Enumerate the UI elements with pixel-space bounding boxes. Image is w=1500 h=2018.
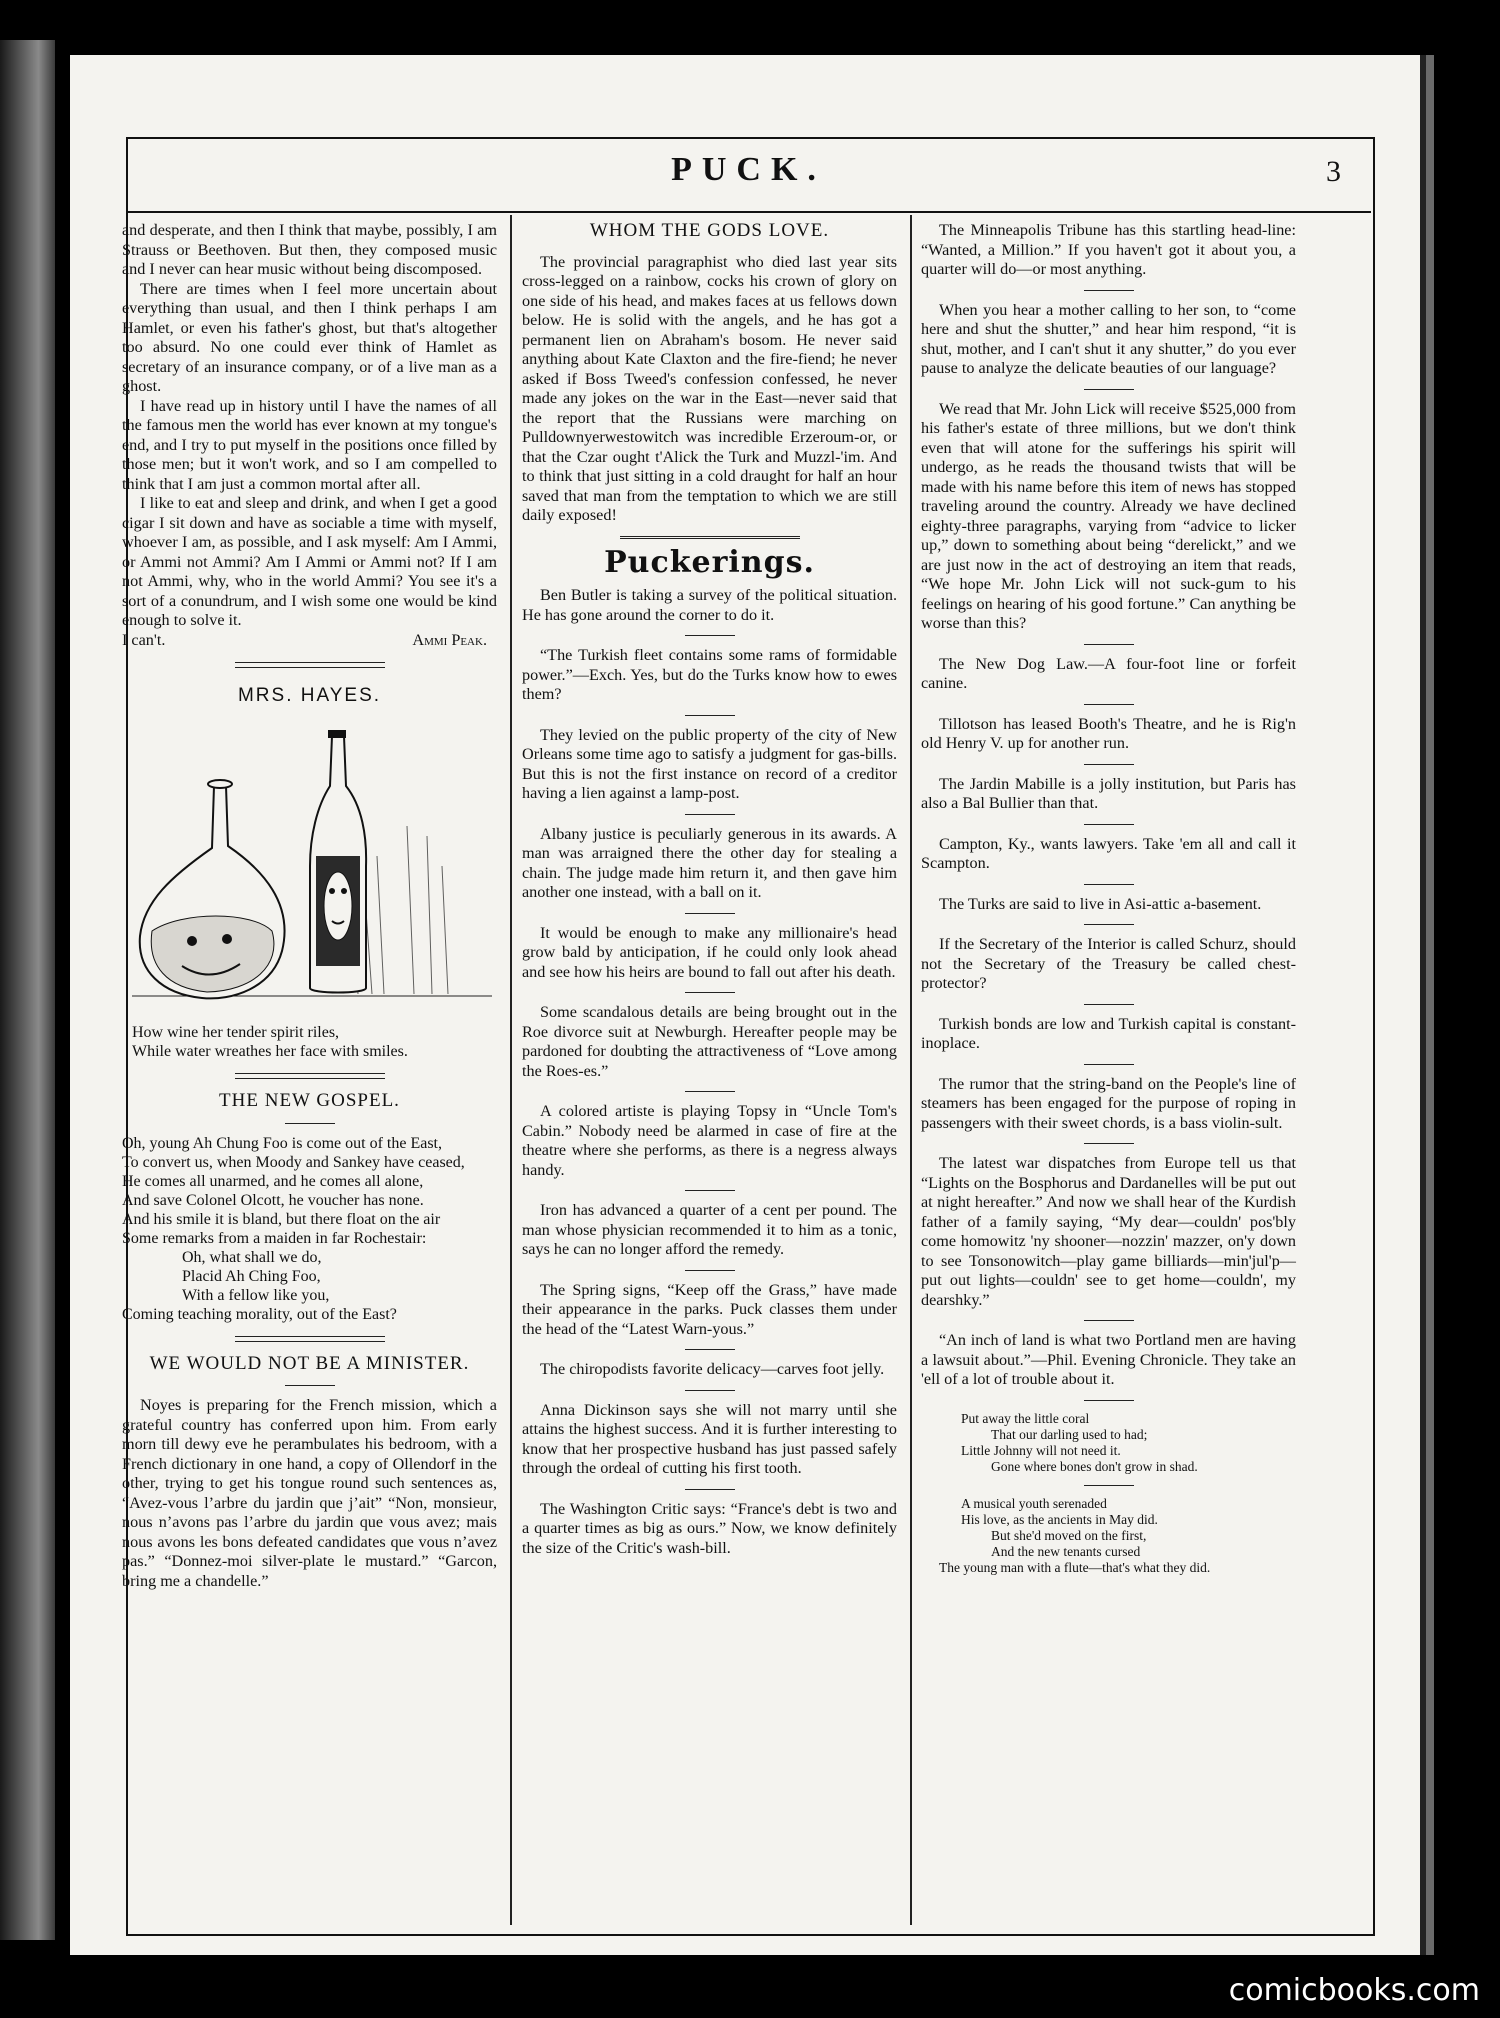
item-divider <box>1084 1004 1134 1005</box>
masthead-rule <box>126 211 1371 213</box>
puckerings-item: Ben Butler is taking a survey of the political situation. He has gone around the corner to do it. <box>522 586 897 624</box>
poem-line: Placid Ah Ching Foo, <box>182 1267 321 1285</box>
item-divider <box>685 1270 735 1271</box>
puckerings-item: They levied on the public property of the city of New Orleans some time ago to satisfy a judgment for gas-bills. But this is not the first instance on record of a creditor having a lien against a lamp-post. <box>522 725 897 802</box>
item-divider <box>685 913 735 914</box>
paragraph-item: The New Dog Law.—A four-foot line or forfeit canine. <box>921 654 1296 692</box>
masthead-title: PUCK. <box>671 151 826 188</box>
paragraph-item: “An inch of land is what two Portland men are having a lawsuit about.”—Phil. Evening Chronicle. They take an 'ell of a lot of trouble about it. <box>921 1331 1296 1388</box>
poem-line: Oh, what shall we do, <box>182 1248 322 1266</box>
puckerings-item: Albany justice is peculiarly generous in its awards. A man was arraigned there the other day for stealing a chain. The judge made him return it, and then gave him another one instead, with a ball on it. <box>522 824 897 901</box>
item-divider <box>685 814 735 815</box>
page-number: 3 <box>1326 155 1341 188</box>
item-divider <box>685 1489 735 1490</box>
item-divider <box>1084 764 1134 765</box>
verse-line: Little Johnny will not need it. <box>961 1442 1121 1458</box>
item-divider <box>1084 290 1134 291</box>
item-divider <box>1084 1485 1134 1486</box>
title-rule <box>285 1385 335 1386</box>
column-1 <box>122 221 497 1921</box>
cartoon-caption <box>122 1023 497 1061</box>
verse-line: A musical youth serenaded <box>961 1495 1107 1511</box>
paragraph-item: If the Secretary of the Interior is called Schurz, should not the Secretary of the Treasury be called chest-protector? <box>921 935 1296 992</box>
puckerings-item: “The Turkish fleet contains some rams of formidable power.”—Exch. Yes, but do the Turks know how to ewes them? <box>522 646 897 703</box>
wine-water-bottles-illustration <box>122 726 497 1008</box>
section-rule <box>620 536 800 539</box>
item-divider <box>1084 644 1134 645</box>
signature-line <box>122 631 497 651</box>
poem-line: And his smile it is bland, but there float on the air <box>122 1210 441 1228</box>
article-title: WE WOULD NOT BE A MINISTER. <box>149 1352 470 1374</box>
puckerings-item: The chiropodists favorite delicacy—carves foot jelly. <box>540 1360 885 1378</box>
article-paragraph: Noyes is preparing for the French mission, which a grateful country has conferred upon him. From early morn till dewy eve he perambulates his bedroom, with a French dictionary in one hand, a copy of Ollendorf in the other, trying to get his tongue round such sentences as, “Avez-vous l’arbre du jardin que j’ait” “Non, monsieur, nous n’avons pas l’arbre du jardin que vous avez; mais nous avons les bons defeated candidates que vous n’avez pas.” “Donnez-moi silver-plate le mustard.” “Garcon, bring me a chandelle.” <box>122 1396 497 1590</box>
puckerings-item: Anna Dickinson says she will not marry until she attains the highest success. And it is further interesting to know that her prospective husband has just passed safely through the ordeal of cutting his first tooth. <box>522 1400 897 1477</box>
paragraph-item: The Turks are said to live in Asi-attic a-basement. <box>939 894 1262 913</box>
column-3 <box>921 221 1296 1921</box>
verse-line: And the new tenants cursed <box>991 1543 1141 1559</box>
article-paragraph: I have read up in history until I have the names of all the famous men the world has ever known at my tongue's end, and I try to put myself in the positions once filled by those men; but it won't work, and so I am compelled to think that I am just a common mortal after all. <box>122 396 497 493</box>
paragraph-item: Turkish bonds are low and Turkish capital is constant-inoplace. <box>921 1014 1296 1052</box>
paragraph-item: Campton, Ky., wants lawyers. Take 'em all and call it Scampton. <box>921 834 1296 872</box>
poem-line: He comes all unarmed, and he comes all alone, <box>122 1172 424 1190</box>
article-title: WHOM THE GODS LOVE. <box>589 220 830 241</box>
paragraph-item: The Jardin Mabille is a jolly institution, but Paris has also a Bal Bullier than that. <box>921 774 1296 812</box>
poem-line: Some remarks from a maiden in far Rochestair: <box>122 1229 427 1247</box>
item-divider <box>1084 1400 1134 1401</box>
poem-line: And save Colonel Olcott, he voucher has none. <box>122 1191 424 1209</box>
puckerings-item: Some scandalous details are being brought out in the Roe divorce suit at Newburgh. Hereafter people may be pardoned for doubting the attractiveness of “Love among the Roes-es.” <box>522 1003 897 1080</box>
caption-line: How wine her tender spirit riles, <box>132 1024 340 1041</box>
caption-line: While water wreathes her face with smiles. <box>132 1043 408 1060</box>
section-rule <box>235 662 385 668</box>
item-divider <box>1084 1143 1134 1144</box>
item-divider <box>685 992 735 993</box>
author-signature: Ammi Peak. <box>412 630 487 649</box>
article-paragraph: I like to eat and sleep and drink, and when I get a good cigar I sit down and have as sociable a time with myself, whoever I am, as possible, and I ask myself: Am I Ammi, or Ammi not Ammi? Am I Ammi or Ammi not? If I am not Ammi, why, who in the world Ammi? You see it's a sort of a conundrum, and I wish some one would be kind enough to solve it. <box>122 494 497 629</box>
item-divider <box>685 635 735 636</box>
article-paragraph: There are times when I feel more uncertain about everything than usual, and then I think perhaps I am Hamlet, or even his father's ghost, but that's altogether too absurd. No one could ever think of Hamlet as secretary of an insurance company, or of a live man as a ghost. <box>122 279 497 395</box>
closing-text: I can't. <box>122 630 166 649</box>
section-rule <box>235 1336 385 1342</box>
new-gospel-poem <box>122 1134 497 1324</box>
newspaper-page <box>70 55 1420 1955</box>
puckerings-item: The Spring signs, “Keep off the Grass,” have made their appearance in the parks. Puck classes them under the head of the “Latest Warn-yous.” <box>522 1280 897 1338</box>
item-divider <box>685 1349 735 1350</box>
puckerings-item: The Washington Critic says: “France's debt is two and a quarter times as big as ours.” Now, we know definitely the size of the Critic's wash-bill. <box>522 1499 897 1557</box>
poem-line: Coming teaching morality, out of the East? <box>122 1305 397 1323</box>
verse-line: But she'd moved on the first, <box>991 1527 1147 1543</box>
column-2 <box>522 221 897 1921</box>
item-divider <box>685 715 735 716</box>
puckerings-heading: Puckerings. <box>604 544 815 580</box>
item-divider <box>1084 1064 1134 1065</box>
poem-title: THE NEW GOSPEL. <box>219 1090 400 1111</box>
verse-serenade <box>921 1496 1296 1576</box>
facing-page-edge <box>0 40 57 1940</box>
verse-line: That our darling used to had; <box>991 1426 1148 1442</box>
poem-line: With a fellow like you, <box>182 1286 330 1304</box>
item-divider <box>1084 389 1134 390</box>
article-paragraph: The provincial paragraphist who died last year sits cross-legged on a rainbow, cocks his crown of glory on one side of his head, and makes faces at us fellows down below. He is solid with the angels, and he has got a permanent lien on Abraham's bosom. He never said anything about Kate Claxton and the fire-fiend; he never asked if Boss Tweed's confession confessed, he never made any jokes on the war in the East—never said that the report that the Russians were marching on Pulldownyerwestowitch was incredible Erzeroum-or, or that the Czar ought t'Alick the Turk and Muzzl-'im. And to think that just sitting in a cold draught for half an hour saved that man from the temptation to which we are still daily exposed! <box>522 252 897 524</box>
masthead <box>126 151 1371 213</box>
paragraph-item: The Minneapolis Tribune has this startling head-line: “Wanted, a Million.” If you haven't got it about you, a quarter will do—or most anything. <box>921 221 1296 278</box>
item-divider <box>685 1190 735 1191</box>
item-divider <box>1084 824 1134 825</box>
puckerings-item: Iron has advanced a quarter of a cent per pound. The man whose physician recommended it to him as a tonic, says he can no longer afford the remedy. <box>522 1201 897 1258</box>
column-divider <box>510 215 512 1925</box>
item-divider <box>685 1091 735 1092</box>
puckerings-item: A colored artiste is playing Topsy in “Uncle Tom's Cabin.” Nobody need be alarmed in case of fire at the theatre where she performs, as there is a negress always handy. <box>522 1102 897 1179</box>
verse-line: Gone where bones don't grow in shad. <box>991 1458 1198 1474</box>
item-divider <box>685 1390 735 1391</box>
puckerings-item: It would be enough to make any millionaire's head grow bald by anticipation, if he could only look ahead and see how his heirs are bound to fall out after his death. <box>522 923 897 981</box>
article-paragraph: and desperate, and then I think that maybe, possibly, I am Strauss or Beethoven. But then, they composed music and I never can hear music without being discomposed. <box>122 221 497 278</box>
verse-coral <box>921 1411 1296 1475</box>
item-divider <box>1084 924 1134 925</box>
verse-line: The young man with a flute—that's what they did. <box>939 1559 1211 1575</box>
poem-line: To convert us, when Moody and Sankey have ceased, <box>122 1153 465 1171</box>
verse-line: Put away the little coral <box>961 1410 1090 1426</box>
verse-line: His love, as the ancients in May did. <box>961 1511 1158 1527</box>
column-divider <box>910 215 912 1925</box>
title-rule <box>285 1123 335 1124</box>
paragraph-item: The rumor that the string-band on the People's line of steamers has been engaged for the purpose of roping in passengers with their sweet chords, is a bass violin-sult. <box>921 1074 1296 1132</box>
site-watermark: comicbooks.com <box>1228 1973 1480 2008</box>
paragraph-item: When you hear a mother calling to her son, to “come here and shut the shutter,” and hear him respond, “it is shut, mother, and I can't shut it any shutter,” do you ever pause to analyze the delicate beauties of our language? <box>921 300 1296 377</box>
item-divider <box>1084 1320 1134 1321</box>
item-divider <box>1084 704 1134 705</box>
paragraph-item: The latest war dispatches from Europe tell us that “Lights on the Bosphorus and Dardanelles will be put out at night hereafter.” And now we shall hear of the Kurdish father of a family saying, “My dear—couldn' pos'bly come homowitz 'ny shooner—nozzin' mazzer, on'y down to see Tonsonowitch—play game billiards—min'jul'p—put out lights—couldn' see to get home—couldn', my dearshky.” <box>921 1154 1296 1309</box>
cartoon-title: MRS. HAYES. <box>237 685 382 706</box>
paragraph-item: Tillotson has leased Booth's Theatre, and he is Rig'n old Henry V. up for another run. <box>921 714 1296 752</box>
section-rule <box>235 1073 385 1079</box>
poem-line: Oh, young Ah Chung Foo is come out of the East, <box>122 1134 442 1152</box>
paragraph-item: We read that Mr. John Lick will receive $525,000 from his father's estate of three millions, but we don't think even that will atone for the sufferings his spirit will undergo, as he reads the thousand twists that will be made with his name before this item of news has stopped traveling around the country. Already we have declined eighty-three paragraphs, varying from “advice to licker up,” down to something about being “derelickt,” and we are just now in the act of destroying an item that reads, “We hope Mr. John Lick will not suck-gum to his feelings on hearing of his good fortune.” Can anything be worse than this? <box>921 399 1296 632</box>
item-divider <box>1084 884 1134 885</box>
